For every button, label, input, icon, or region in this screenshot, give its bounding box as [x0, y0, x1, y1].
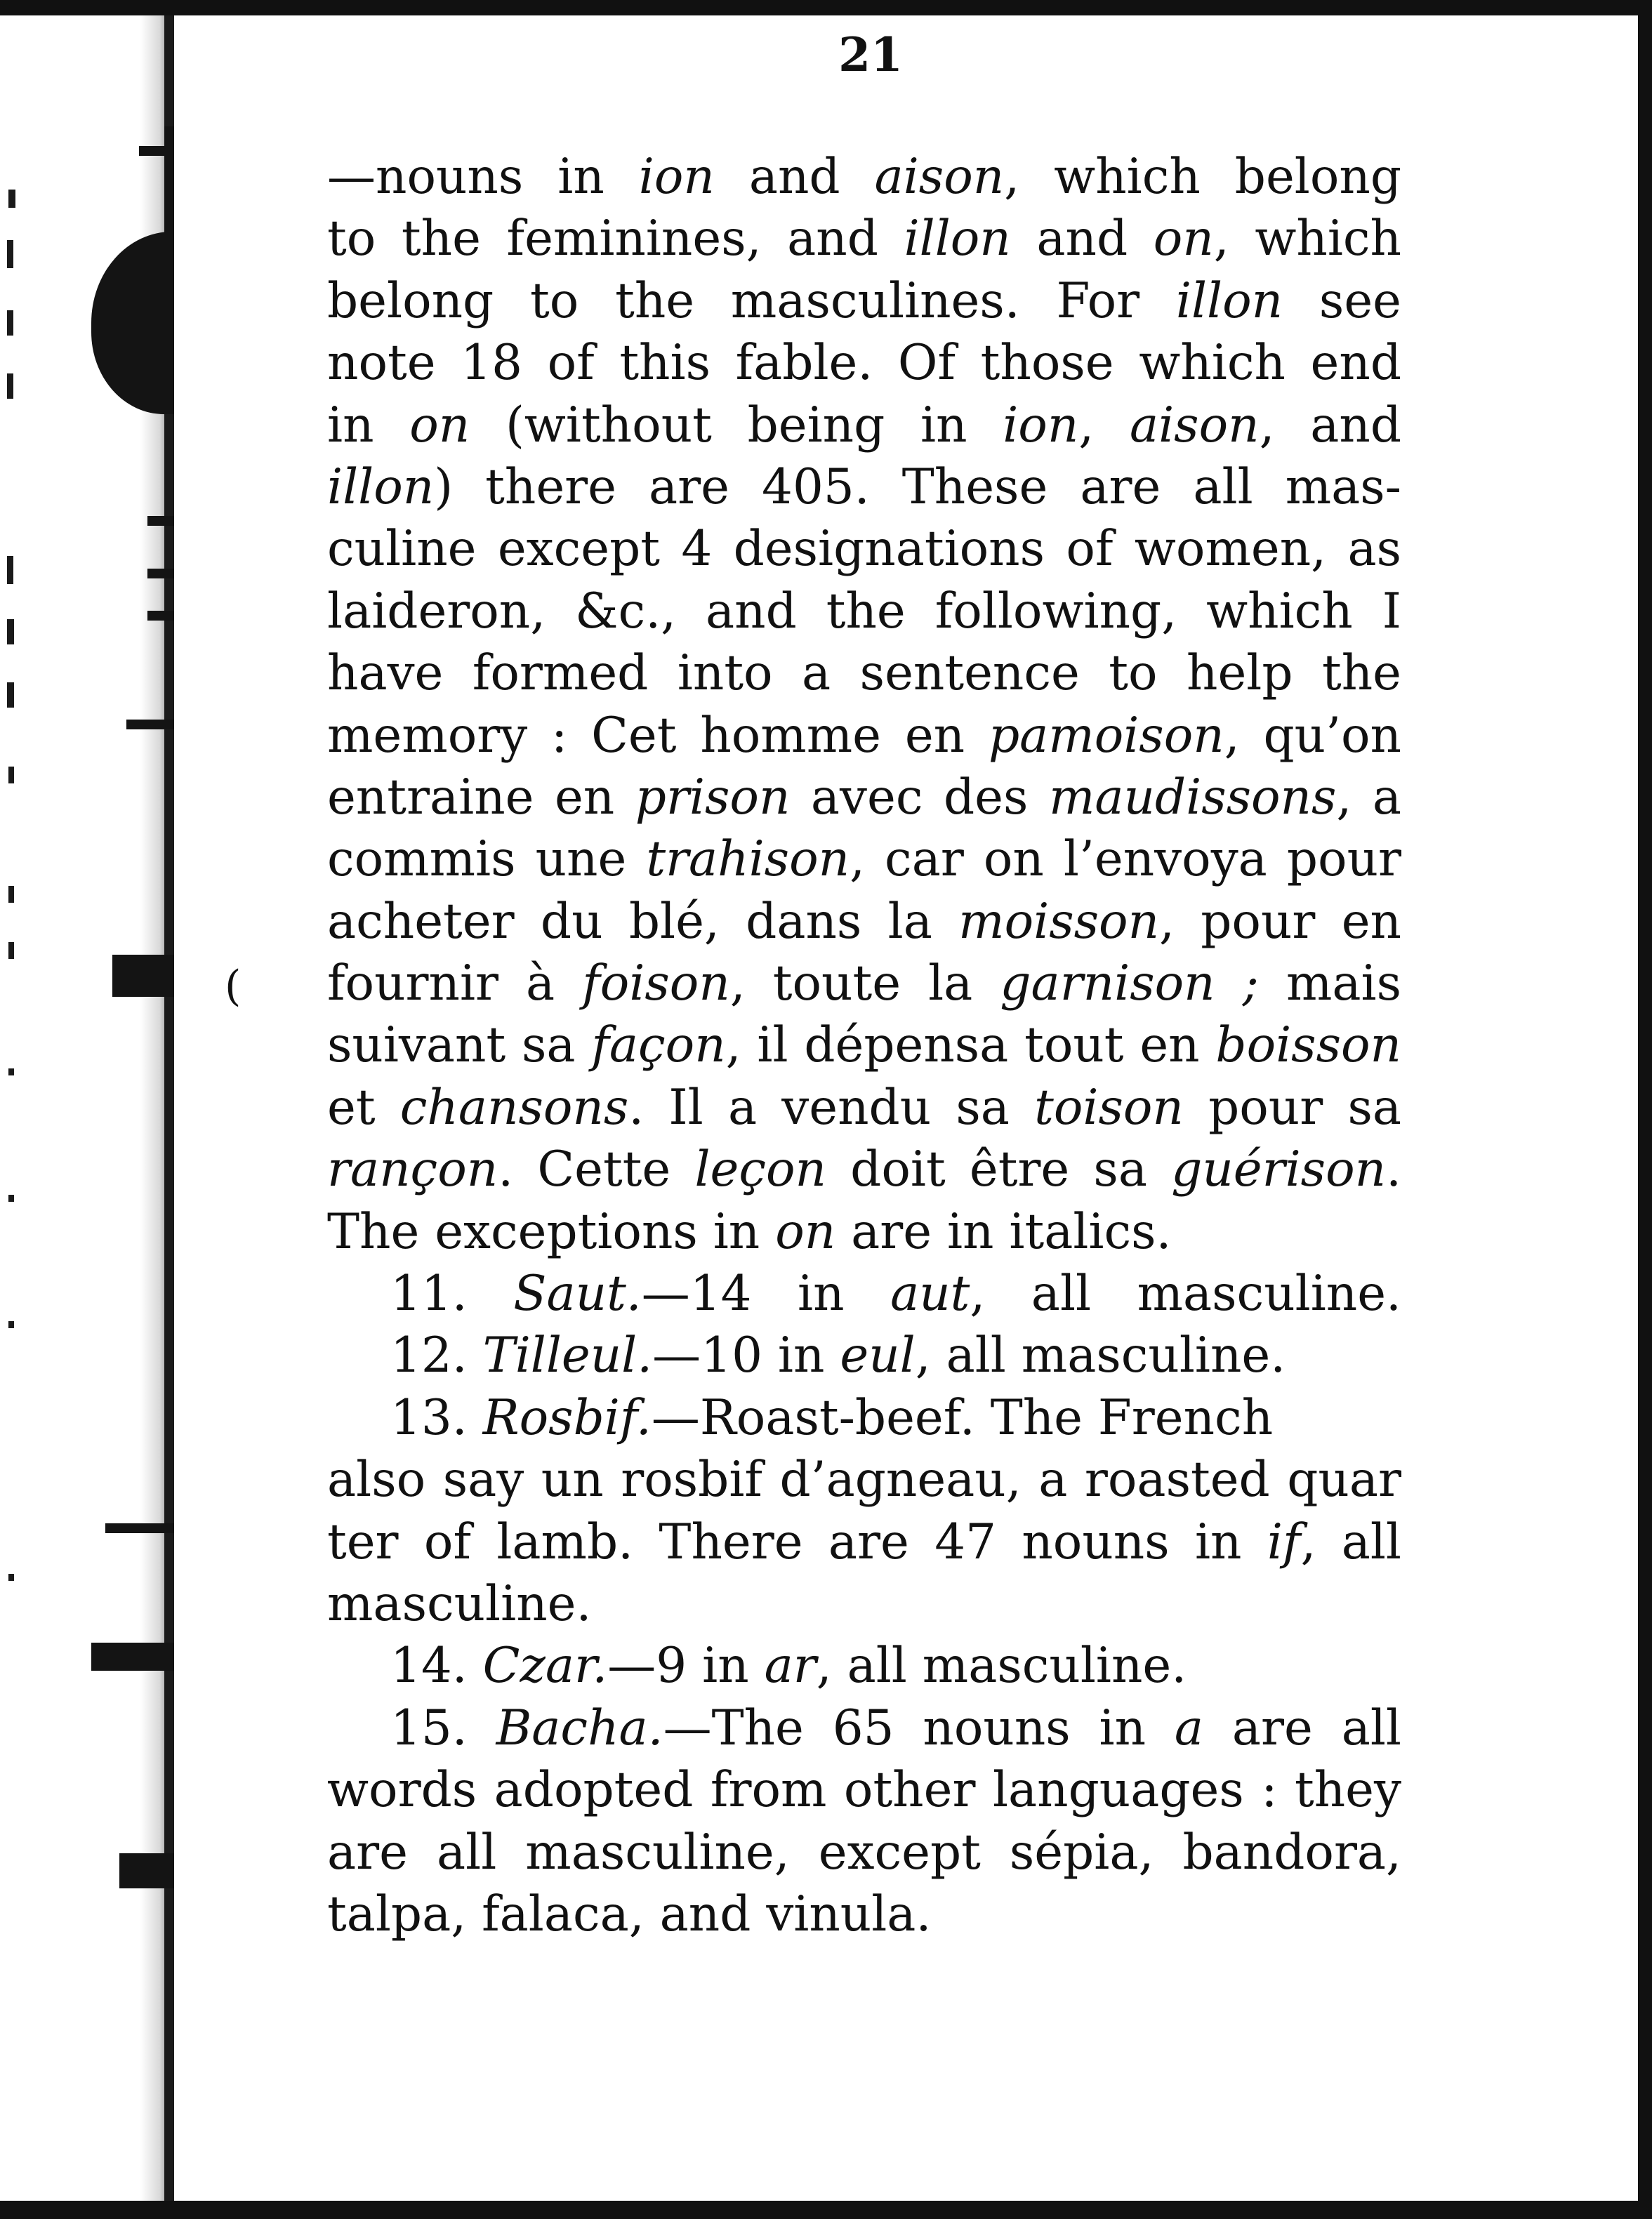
text-run: , car on l’envoya pour	[850, 831, 1401, 888]
body-text	[327, 146, 1401, 1945]
margin-mark	[8, 190, 15, 208]
italic-run: rançon	[327, 1141, 498, 1198]
italic-run: prison	[635, 769, 791, 826]
text-run: 14.	[390, 1638, 483, 1695]
text-run: (without being in	[470, 397, 1003, 453]
text-run: mais	[1258, 955, 1401, 1012]
margin-mark	[8, 1195, 14, 1202]
text-run: culine except 4 designations of women, as	[327, 521, 1401, 578]
margin-mark	[8, 1068, 14, 1075]
italic-run: ion	[638, 149, 715, 205]
text-line	[327, 1139, 1401, 1200]
text-run: , il dépensa tout en	[725, 1017, 1216, 1074]
text-run: —9 in	[607, 1638, 765, 1695]
margin-mark	[7, 240, 13, 268]
binding-tick	[119, 1853, 176, 1888]
text-line	[327, 395, 1401, 456]
italic-run: ar	[764, 1638, 817, 1695]
text-line	[327, 146, 1401, 208]
text-run: , a	[1336, 769, 1401, 826]
text-run: 11.	[390, 1266, 514, 1323]
text-line	[327, 642, 1401, 704]
text-run: —The 65 nouns in	[663, 1700, 1175, 1756]
text-run: are all masculine, except sépia, bandora,	[327, 1824, 1401, 1881]
italic-run: Bacha.	[496, 1700, 663, 1756]
italic-run: aut	[890, 1266, 970, 1323]
margin-mark	[7, 310, 13, 336]
text-line	[327, 767, 1401, 828]
italic-run: aison	[874, 149, 1005, 205]
italic-run: illon	[1175, 272, 1283, 329]
text-run: The exceptions in	[327, 1203, 776, 1260]
text-line	[327, 891, 1401, 953]
italic-run: toison	[1034, 1079, 1184, 1136]
text-line	[327, 581, 1401, 642]
margin-mark	[7, 619, 14, 644]
text-run: et	[327, 1079, 400, 1136]
text-run: , all masculine.	[970, 1266, 1401, 1323]
italic-run: Czar.	[482, 1638, 608, 1695]
text-run: ) there are 405. These are all mas-	[434, 458, 1401, 515]
italic-run: façon	[591, 1017, 726, 1074]
text-line	[327, 332, 1401, 394]
page-number: 21	[838, 27, 903, 82]
text-line	[327, 1077, 1401, 1139]
italic-run: leçon	[694, 1141, 826, 1198]
scan-border-bottom	[0, 2201, 1652, 2219]
text-run: 12.	[390, 1327, 483, 1384]
text-run: 15.	[390, 1700, 496, 1756]
text-run: ,	[1078, 397, 1130, 453]
text-run: , toute la	[729, 955, 1000, 1012]
text-line	[327, 1573, 1401, 1635]
text-run: doit être sa	[826, 1141, 1172, 1198]
italic-run: ion	[1003, 397, 1079, 453]
text-run: commis une	[327, 831, 647, 888]
text-line	[327, 208, 1401, 270]
text-run: , which	[1213, 211, 1401, 267]
text-line	[327, 1697, 1401, 1759]
text-run: ter of lamb. There are 47 nouns in	[327, 1513, 1267, 1570]
italic-run: aison	[1129, 397, 1260, 453]
margin-mark	[8, 1321, 14, 1328]
text-run: —nouns in	[327, 149, 639, 205]
text-run: to the feminines, and	[327, 211, 904, 267]
text-run: and	[714, 149, 875, 205]
italic-run: a	[1174, 1700, 1204, 1756]
margin-mark	[8, 1574, 14, 1581]
text-line	[327, 456, 1401, 518]
text-run: have formed into a sentence to help the	[327, 645, 1401, 702]
italic-run: trahison	[646, 831, 850, 888]
text-line	[327, 1759, 1401, 1821]
text-line	[327, 1201, 1401, 1263]
text-run: pour sa	[1183, 1079, 1401, 1136]
text-run: entraine en	[327, 769, 635, 826]
binding-tick	[126, 720, 176, 729]
text-run: are all	[1203, 1700, 1401, 1756]
italic-run: foison	[582, 955, 730, 1012]
italic-run: boisson	[1215, 1017, 1401, 1074]
text-line	[327, 518, 1401, 580]
text-run: see	[1283, 272, 1401, 329]
italic-run: if	[1267, 1513, 1301, 1570]
text-line	[327, 1387, 1401, 1449]
scan-border-right	[1638, 0, 1652, 2219]
italic-run: on	[1153, 211, 1214, 267]
margin-mark	[8, 942, 14, 959]
text-run: words adopted from other languages : they	[327, 1762, 1401, 1819]
text-run: masculine.	[327, 1575, 592, 1632]
text-run: memory : Cet homme en	[327, 707, 989, 764]
italic-run: chansons	[399, 1079, 629, 1136]
text-run: . Il a vendu sa	[628, 1079, 1035, 1136]
text-line	[327, 1014, 1401, 1076]
text-run: suivant sa	[327, 1017, 592, 1074]
text-run: , all masculine.	[816, 1638, 1187, 1695]
text-line	[327, 1263, 1401, 1325]
text-run: , pour en	[1159, 893, 1401, 950]
text-run: , all masculine.	[915, 1327, 1286, 1384]
text-line	[327, 270, 1401, 332]
italic-run: illon	[904, 211, 1011, 267]
text-line	[327, 1511, 1401, 1573]
text-run: —14 in	[641, 1266, 891, 1323]
italic-run: garnison ;	[1000, 955, 1259, 1012]
margin-mark	[7, 556, 13, 584]
text-run: laideron, &c., and the following, which I	[327, 583, 1401, 640]
italic-run: maudissons	[1048, 769, 1337, 826]
italic-run: illon	[327, 458, 435, 515]
text-run: and	[1010, 211, 1154, 267]
text-line	[327, 705, 1401, 767]
text-line	[327, 1883, 1401, 1945]
text-line	[327, 1449, 1401, 1511]
text-run: , qu’on	[1224, 707, 1401, 764]
text-run: belong to the masculines. For	[327, 272, 1176, 329]
stray-mark: (	[225, 962, 242, 1011]
text-run: talpa, falaca, and vinula.	[327, 1886, 932, 1942]
margin-mark	[8, 767, 14, 783]
text-run: —Roast-beef. The French	[651, 1389, 1274, 1446]
italic-run: eul	[840, 1327, 916, 1384]
italic-run: Rosbif.	[482, 1389, 652, 1446]
text-run: —10 in	[652, 1327, 840, 1384]
margin-mark	[7, 373, 13, 399]
text-line	[327, 953, 1401, 1014]
italic-run: Tilleul.	[482, 1327, 653, 1384]
italic-run: pamoison	[988, 707, 1224, 764]
italic-run: guérison	[1171, 1141, 1387, 1198]
text-run: 13.	[390, 1389, 483, 1446]
text-line	[327, 1822, 1401, 1883]
text-run: , and	[1259, 397, 1401, 453]
text-run: are in italics.	[835, 1203, 1172, 1260]
italic-run: Saut.	[513, 1266, 642, 1323]
binding-tick	[112, 955, 176, 997]
text-run: . Cette	[498, 1141, 695, 1198]
text-run: , all	[1300, 1513, 1401, 1570]
text-run: avec des	[790, 769, 1049, 826]
italic-run: moisson	[958, 893, 1160, 950]
text-run: .	[1386, 1141, 1402, 1198]
text-run: fournir à	[327, 955, 583, 1012]
binding-tick	[91, 1643, 176, 1671]
text-run: also say un rosbif d’agneau, a roasted quar	[327, 1452, 1401, 1509]
text-run: in	[327, 397, 410, 453]
text-run: note 18 of this fable. Of those which end	[327, 335, 1401, 392]
margin-mark	[7, 682, 14, 708]
text-run: , which belong	[1004, 149, 1401, 205]
italic-run: on	[775, 1203, 836, 1260]
italic-run: on	[409, 397, 470, 453]
margin-mark	[8, 886, 14, 903]
text-line	[327, 828, 1401, 890]
scan-border-top	[0, 0, 1652, 15]
text-run: acheter du blé, dans la	[327, 893, 959, 950]
text-line	[327, 1635, 1401, 1697]
text-line	[327, 1325, 1401, 1386]
